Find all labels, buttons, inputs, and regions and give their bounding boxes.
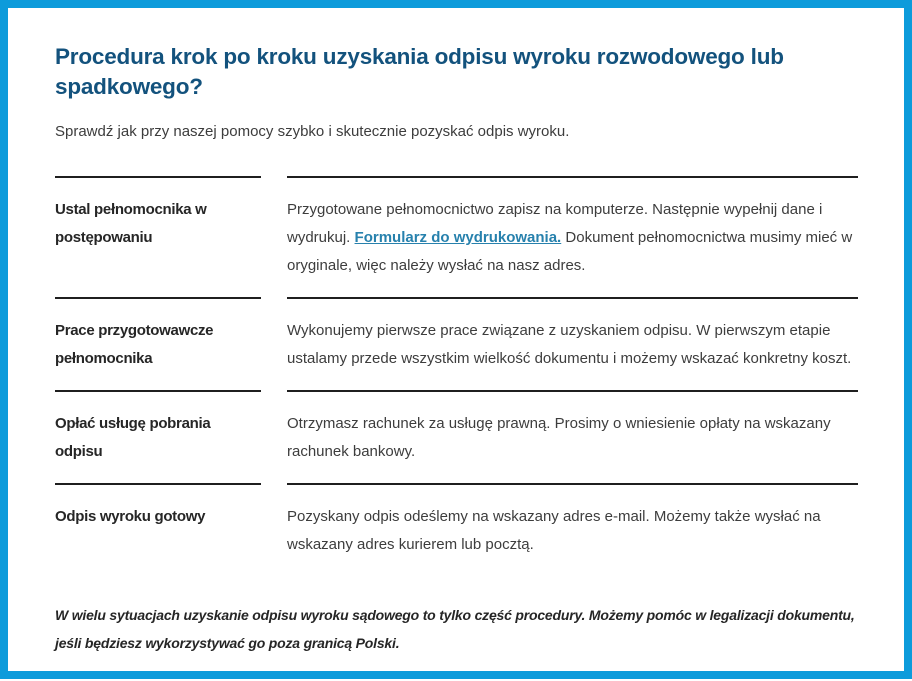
step-label-cell xyxy=(55,483,261,576)
step-description: Wykonujemy pierwsze prace związane z uzyskaniem odpisu. W pierwszym etapie ustalamy przede wszystkim wielkość dokumentu i możemy wskazać konkretny koszt. xyxy=(287,322,852,367)
page-title: Procedura krok po kroku uzyskania odpisu wyroku rozwodowego lub spadkowego? xyxy=(55,44,784,99)
step-description-cell xyxy=(287,176,858,297)
step-description: Otrzymasz rachunek za usługę prawną. Prosimy o wniesienie opłaty na wskazany rachunek bankowy. xyxy=(287,415,831,460)
step-description: Pozyskany odpis odeślemy na wskazany adres e-mail. Możemy także wysłać na wskazany adres kurierem lub pocztą. xyxy=(287,508,821,553)
print-form-link[interactable]: Formularz do wydrukowania. xyxy=(354,229,562,246)
legalization-note: W wielu sytuacjach uzyskanie odpisu wyroku sądowego to tylko część procedury. Możemy pomóc w legalizacji dokumentu, jeśli będziesz wykorzystywać go poza granicą Polski. xyxy=(55,607,855,651)
step-description-cell xyxy=(287,297,858,390)
step-label: Odpis wyroku gotowy xyxy=(55,508,206,525)
step-label: Prace przygotowawcze pełnomocnika xyxy=(55,322,214,367)
card-content xyxy=(8,8,904,657)
step-label-cell xyxy=(55,390,261,483)
step-description xyxy=(287,196,858,280)
step-label-cell xyxy=(55,297,261,390)
step-description-cell xyxy=(287,483,858,576)
intro-text: Sprawdź jak przy naszej pomocy szybko i skutecznie pozyskać odpis wyroku. xyxy=(55,123,570,140)
step-description-cell xyxy=(287,390,858,483)
steps-table xyxy=(55,176,858,576)
step-label: Ustal pełnomocnika w postępowaniu xyxy=(55,201,207,246)
step-description-text: Przygotowane pełnomocnictwo zapisz na komputerze. Następnie wypełnij dane i wydrukuj. xyxy=(287,201,823,246)
step-row-1 xyxy=(55,176,858,297)
step-row-4 xyxy=(55,483,858,576)
step-label: Opłać usługę pobrania odpisu xyxy=(55,415,211,460)
step-row-2 xyxy=(55,297,858,390)
step-label-cell xyxy=(55,176,261,297)
step-row-3 xyxy=(55,390,858,483)
step-description-text: Dokument pełnomocnictwa musimy mieć w oryginale, więc należy wysłać na nasz adres. xyxy=(287,229,853,274)
